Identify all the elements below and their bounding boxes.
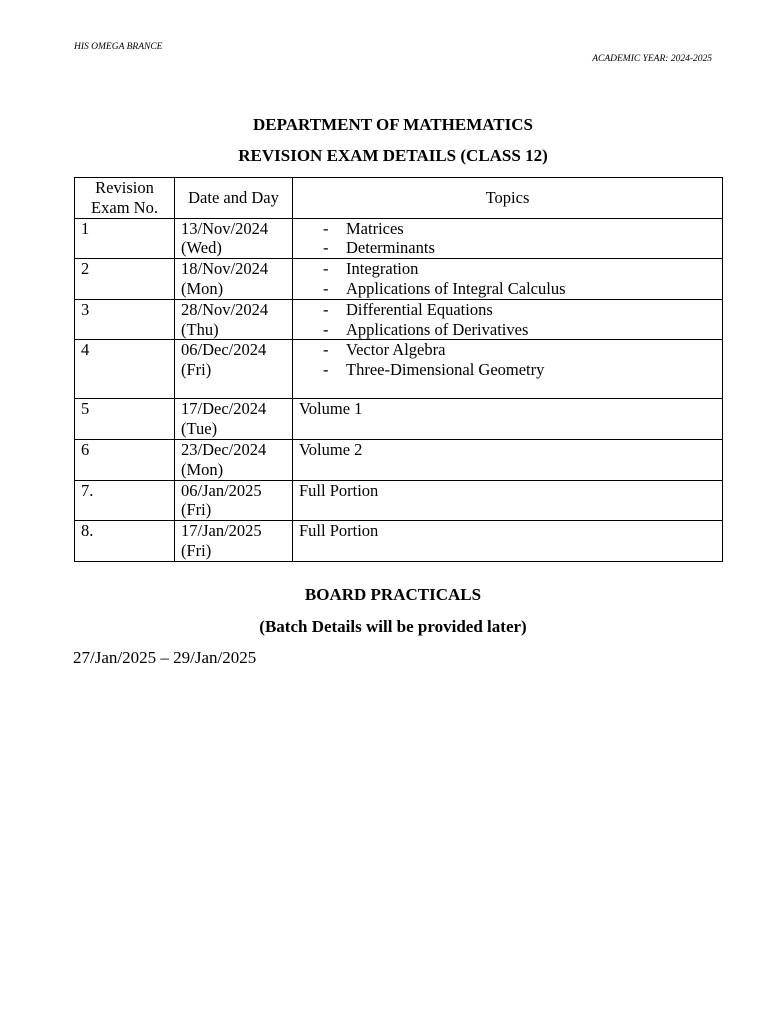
exam-no: 2 <box>75 259 175 300</box>
table-row <box>75 299 723 340</box>
exam-date-cell <box>175 521 293 562</box>
exam-topics <box>293 218 723 259</box>
table-row <box>75 521 723 562</box>
table-header-row <box>75 178 723 219</box>
exam-date: 17/Dec/2024 <box>181 399 267 419</box>
table-row <box>75 439 723 480</box>
topic-item: - Integration <box>323 259 716 279</box>
department-title: DEPARTMENT OF MATHEMATICS <box>253 115 533 134</box>
exam-no: 1 <box>75 218 175 259</box>
exam-no: 6 <box>75 439 175 480</box>
topic-item: - Matrices <box>323 219 716 239</box>
table-row <box>75 399 723 440</box>
board-practicals-title: BOARD PRACTICALS <box>304 585 482 604</box>
header-topics: Topics <box>293 178 723 219</box>
exam-topics <box>293 299 723 340</box>
exam-date-cell <box>175 480 293 521</box>
exam-date: 06/Jan/2025 <box>181 480 262 500</box>
exam-no: 4 <box>75 340 175 399</box>
exam-topics <box>293 340 723 399</box>
exam-no: 7. <box>75 480 175 521</box>
academic-year: ACADEMIC YEAR: 2024-2025 <box>592 54 712 64</box>
exam-day: (Tue) <box>181 419 218 439</box>
practical-dates: 27/Jan/2025 – 29/Jan/2025 <box>73 648 257 667</box>
topic-item: - Determinants <box>323 238 716 258</box>
topic-item: - Vector Algebra <box>323 340 716 360</box>
exam-date: 28/Nov/2024 <box>181 299 269 319</box>
exam-topics: Full Portion <box>293 521 723 562</box>
exam-day: (Fri) <box>181 360 212 380</box>
topic-item: - Three-Dimensional Geometry <box>323 360 716 380</box>
table-row <box>75 480 723 521</box>
exam-topics <box>293 259 723 300</box>
exam-date: 23/Dec/2024 <box>181 439 267 459</box>
exam-date-cell <box>175 259 293 300</box>
exam-details-title: REVISION EXAM DETAILS (CLASS 12) <box>238 146 548 165</box>
exam-day: (Fri) <box>181 540 212 560</box>
revision-exam-table <box>74 177 723 562</box>
exam-date-cell <box>175 439 293 480</box>
exam-date: 18/Nov/2024 <box>181 259 269 279</box>
exam-date-cell <box>175 340 293 399</box>
exam-day: (Fri) <box>181 500 212 520</box>
header-date-day: Date and Day <box>175 178 293 219</box>
exam-topics: Full Portion <box>293 480 723 521</box>
exam-no: 3 <box>75 299 175 340</box>
table-row <box>75 340 723 399</box>
exam-date: 17/Jan/2025 <box>181 521 262 541</box>
exam-day: (Mon) <box>181 278 224 298</box>
exam-day: (Wed) <box>181 238 222 258</box>
exam-date: 13/Nov/2024 <box>181 218 269 238</box>
exam-topics: Volume 1 <box>293 399 723 440</box>
exam-day: (Mon) <box>181 459 224 479</box>
exam-date: 06/Dec/2024 <box>181 340 267 360</box>
exam-day: (Thu) <box>181 319 219 339</box>
exam-topics: Volume 2 <box>293 439 723 480</box>
exam-date-cell <box>175 399 293 440</box>
exam-date-cell <box>175 299 293 340</box>
header-exam-no: Revision Exam No. <box>75 178 175 219</box>
exam-no: 5 <box>75 399 175 440</box>
table-row <box>75 218 723 259</box>
exam-date-cell <box>175 218 293 259</box>
exam-no: 8. <box>75 521 175 562</box>
school-name: HIS OMEGA BRANCE <box>74 42 163 52</box>
topic-item: - Differential Equations <box>323 300 716 320</box>
topic-item: - Applications of Derivatives <box>323 320 716 340</box>
batch-details-note: (Batch Details will be provided later) <box>259 617 527 636</box>
table-row <box>75 259 723 300</box>
topic-item: - Applications of Integral Calculus <box>323 279 716 299</box>
